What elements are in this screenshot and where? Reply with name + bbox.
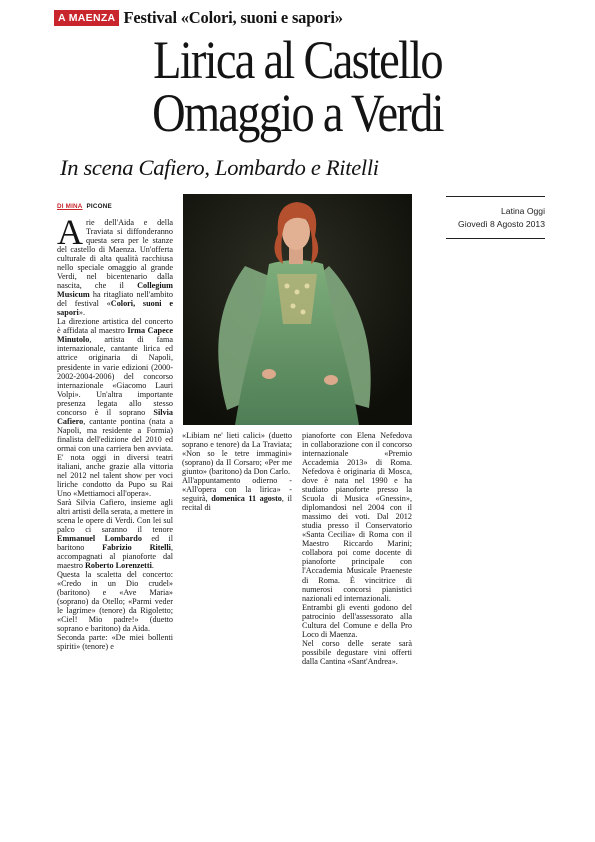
paragraph: Seconda parte: «De miei bollenti spiriti» (tenore) e [57, 633, 173, 652]
article-column-2 [182, 431, 292, 512]
byline-author: PICONE [86, 203, 112, 210]
article-column-1 [57, 212, 174, 652]
event-name: Festival «Colori, suoni e sapori» [123, 8, 343, 27]
subtitle: In scena Cafiero, Lombardo e Ritelli [60, 155, 379, 180]
byline [57, 203, 112, 210]
paragraph: pianoforte con Elena Nefedova in collaborazione con il concorso internazionale «Premio Accademia 2013» di Roma. Nefedova è originaria di Mosca, dove è nata nel 1990 e ha studiato pianoforte presso la Scuola di Musica «Gnessin», diplomandosi nel 2004 con il massimo dei voti. Dal 2012 studia presso il Conservatorio «Santa Cecilia» di Roma con il Maestro Riccardo Marini; collabora poi come docente di pianoforte principale con l'Accademia Musicale Praeneste di Roma. È vincitrice di numerosi concorsi pianistici nazionali ed internazionali. [302, 431, 412, 603]
soprano-portrait-icon [183, 194, 412, 425]
newspaper-name: Latina Oggi [501, 206, 545, 216]
paragraph: «Libiam ne' lieti calici» (duetto soprano e tenore) da La Traviata; «Non so le tetre immagini» (soprano) da Il Corsaro; «Per me giunto» (baritono) da Don Carlo. [182, 431, 292, 477]
kicker [54, 8, 343, 28]
drop-cap: A [57, 212, 83, 252]
soprano-photo [183, 194, 412, 425]
paragraph: Sarà Silvia Cafiero, insieme agli altri artisti della serata, a mettere in scena le opere di Verdi. Con lei sul palco ci saranno il tenore Emmanuel Lombardo ed il baritono Fabrizio Ritelli, accompagnati al pianoforte dal maestro Roberto Lorenzetti. [57, 497, 174, 571]
source-box [446, 196, 545, 239]
paragraph: Questa la scaletta del concerto: «Credo in un Dio crudel» (baritono) e «Ave Maria» (soprano) da Otello; «Parmi veder le lagrime» (tenore) da Rigoletto; «Ciel! Mio padre!» (duetto soprano e baritono) da Aida. [57, 570, 173, 634]
publication-date: Giovedì 8 Agosto 2013 [458, 219, 545, 229]
article-column-3 [302, 431, 412, 666]
headline-line-1: Lirica al Castello [153, 30, 442, 90]
headline [42, 30, 554, 143]
paragraph: Arie dell'Aida e della Traviata si diffonderanno questa sera per le stanze del castello di Maenza. Un'offerta culturale di alta qualità racchiusa nello speciale omaggio al grande Verdi, nel bicentenario dalla nascita, che il Collegium Musicum ha ritagliato nell'ambito del festival «Colori, suoni e sapori». [57, 212, 173, 318]
paragraph: All'appuntamento odierno - «All'opera con la lirica» - seguirà, domenica 11 agosto, il recital di [182, 476, 292, 513]
headline-line-2: Omaggio a Verdi [152, 83, 443, 143]
paragraph: La direzione artistica del concerto è affidata al maestro Irma Capece Minutolo, artista di fama internazionale, cantante lirica ed attrice originaria di Napoli, presidente in varie edizioni (2000-2002-2004-2006) del concorso internazionale «Giacomo Lauri Volpi». Un'altra importante presenza legata allo stesso concorso è il soprano Silvia Cafiero, cantante pontina (nata a Napoli, ma residente a Formia) finalista dell'edizione del 2010 ed ormai con una carriera ben avviata. E' nota oggi in diversi teatri italiani, anche grazie alla vittoria nel 2012 nel talent show per voci liriche condotto da Pupo su Rai Uno «Mettiamoci all'opera». [57, 317, 174, 498]
byline-prefix: DI MINA [57, 203, 83, 210]
paragraph: Entrambi gli eventi godono del patrocinio dell'assessorato alla Cultura del Comune e della Pro Loco di Maenza. [302, 602, 412, 639]
section-tag: A MAENZA [54, 10, 119, 26]
paragraph: Nel corso delle serate sarà possibile degustare vini offerti dalla Cantina «Sant'Andrea». [302, 638, 412, 666]
